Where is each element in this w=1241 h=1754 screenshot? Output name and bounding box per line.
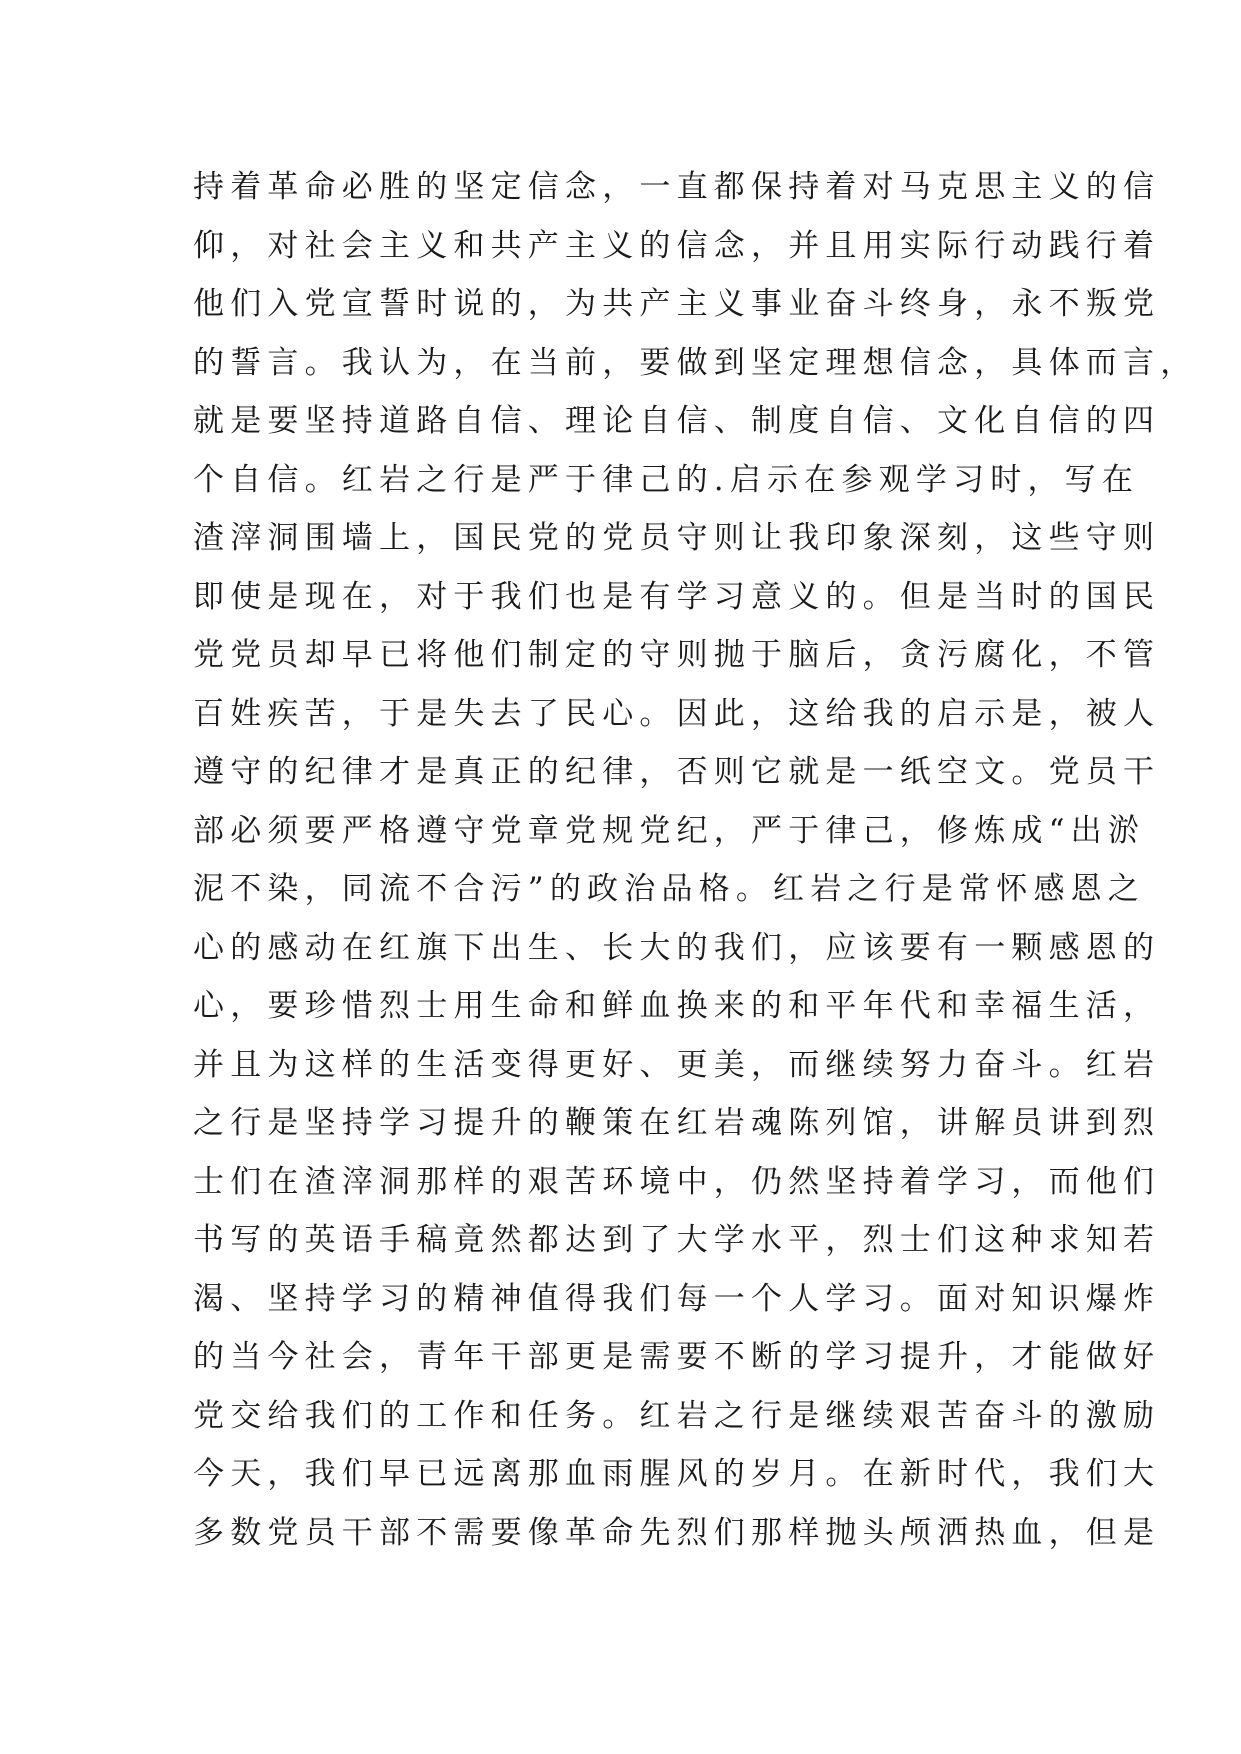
- text-line: 心的感动在红旗下出生、长大的我们，应该要有一颗感恩的: [193, 929, 1161, 966]
- text-line: 的誓言。我认为，在当前，要做到坚定理想信念，具体而言，: [193, 344, 1198, 381]
- text-line: 即使是现在，对于我们也是有学习意义的。但是当时的国民: [193, 578, 1161, 615]
- text-line: 渣滓洞围墙上，国民党的党员守则让我印象深刻，这些守则: [193, 520, 1161, 556]
- text-line: 仰，对社会主义和共产主义的信念，并且用实际行动践行着: [193, 227, 1161, 264]
- text-line: 之行是坚持学习提升的鞭策在红岩魂陈列馆，讲解员讲到烈: [193, 1105, 1161, 1141]
- text-line: 并且为这样的生活变得更好、更美，而继续努力奋斗。红岩: [193, 1046, 1161, 1083]
- text-line: 遵守的纪律才是真正的纪律，否则它就是一纸空文。党员干: [193, 754, 1161, 790]
- text-line: 个自信。红岩之行是严于律己的.启示在参观学习时，写在: [193, 461, 1140, 498]
- text-line: 士们在渣滓洞那样的艰苦环境中，仍然坚持着学习，而他们: [193, 1163, 1161, 1200]
- text-line: 渴、坚持学习的精神值得我们每一个人学习。面对知识爆炸: [193, 1280, 1161, 1317]
- text-line: 的当今社会，青年干部更是需要不断的学习提升，才能做好: [193, 1339, 1161, 1375]
- text-line: 心，要珍惜烈士用生命和鲜血换来的和平年代和幸福生活，: [193, 988, 1161, 1024]
- text-line: 持着革命必胜的坚定信念，一直都保持着对马克思主义的信: [193, 169, 1161, 205]
- text-line: 泥不染，同流不合污”的政治品格。红岩之行是常怀感恩之: [193, 871, 1146, 907]
- text-line: 多数党员干部不需要像革命先烈们那样抛头颅洒热血，但是: [193, 1514, 1161, 1551]
- text-line: 他们入党宣誓时说的，为共产主义事业奋斗终身，永不叛党: [193, 286, 1161, 322]
- text-line: 书写的英语手稿竟然都达到了大学水平，烈士们这种求知若: [193, 1222, 1161, 1258]
- text-line: 党党员却早已将他们制定的守则抛于脑后，贪污腐化，不管: [193, 637, 1161, 673]
- body-paragraph: [193, 158, 1198, 1562]
- text-line: 部必须要严格遵守党章党规党纪，严于律己，修炼成“出淤: [193, 812, 1146, 849]
- text-line: 就是要坚持道路自信、理论自信、制度自信、文化自信的四: [193, 403, 1161, 439]
- text-line: 今天，我们早已远离那血雨腥风的岁月。在新时代，我们大: [193, 1456, 1161, 1492]
- text-line: 百姓疾苦，于是失去了民心。因此，这给我的启示是，被人: [193, 695, 1161, 732]
- text-line: 党交给我们的工作和任务。红岩之行是继续艰苦奋斗的激励: [193, 1397, 1161, 1434]
